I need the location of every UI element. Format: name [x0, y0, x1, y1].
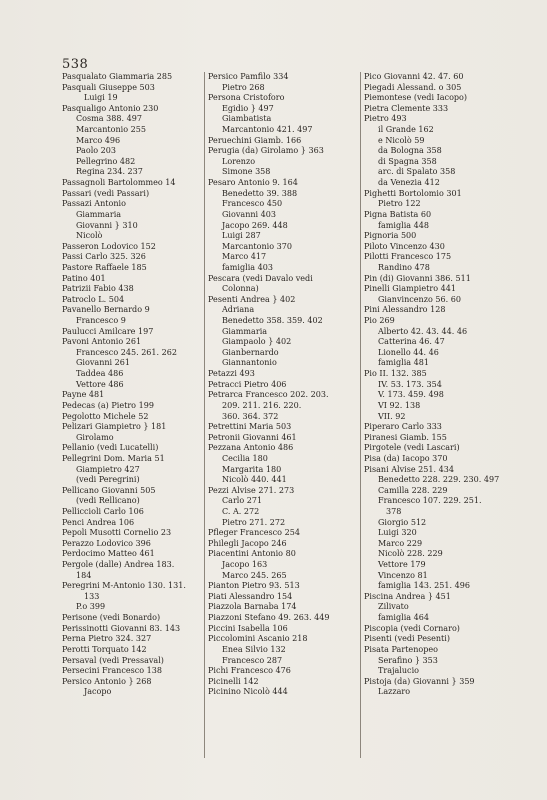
index-entry: Pescara (vedi Davalo vedi — [208, 273, 313, 283]
index-entry: Pigna Batista 60 — [364, 209, 432, 219]
index-entry: da Bologna 358 — [378, 146, 442, 156]
index-entry: Pietro 122 — [378, 199, 421, 209]
index-entry: 360. 364. 372 — [222, 411, 279, 421]
page-number: 538 — [62, 57, 89, 72]
index-entry: Giorgio 512 — [378, 517, 427, 527]
index-entry: Benedetto 39. 388 — [222, 188, 298, 198]
index-entry: Piemontese (vedi Iacopo) — [364, 93, 468, 103]
index-entry: Petronii Giovanni 461 — [208, 432, 297, 442]
index-entry: Jacopo 163 — [222, 560, 268, 570]
index-entry: Francesco 107. 229. 251. — [378, 496, 482, 506]
index-entry: Perazzo Lodovico 396 — [62, 538, 151, 548]
index-entry: Piazzola Barnaba 174 — [208, 602, 297, 612]
index-entry: Giammaria — [76, 209, 122, 219]
index-entry: Egidio } 497 — [222, 103, 274, 113]
index-entry: Catterina 46. 47 — [378, 337, 445, 347]
index-entry: Pio 269 — [364, 316, 395, 326]
index-entry: Pianton Pietro 93. 513 — [208, 581, 300, 591]
index-entry: Pilotti Francesco 175 — [364, 252, 452, 262]
index-entry: Persona Cristoforo — [208, 93, 285, 103]
index-entry: Adriana — [222, 305, 255, 315]
index-entry: Pistoja (da) Giovanni } 359 — [364, 676, 475, 686]
index-entry: Vincenzo 81 — [378, 570, 428, 580]
index-entry: Persecini Francesco 138 — [62, 666, 163, 676]
index-entry: Giammaria — [222, 326, 268, 336]
index-entry: Passi Carlo 325. 326 — [62, 252, 146, 262]
index-entry: Philegli Jacopo 246 — [208, 538, 287, 548]
index-entry: Gianbernardo — [222, 347, 279, 357]
index-entry: Paolo 203 — [76, 146, 117, 156]
index-entry: 184 — [76, 570, 92, 580]
index-entry: C. A. 272 — [222, 506, 260, 516]
index-entry: Margarita 180 — [222, 464, 282, 474]
index-entry: Cosma 388. 497 — [76, 114, 142, 124]
index-entry: Payne 481 — [62, 390, 105, 400]
index-entry: Persico Pamfilo 334 — [208, 72, 289, 81]
index-entry: Pasqualigo Antonio 230 — [62, 103, 159, 113]
index-entry: Nicolò 440. 441 — [222, 475, 287, 485]
index-entry: Francesco 245. 261. 262 — [76, 347, 178, 357]
index-entry: Carlo 271 — [222, 496, 263, 506]
column-divider — [204, 72, 205, 758]
index-entry: Lazzaro — [378, 687, 411, 697]
index-entry: Pepoli Musotti Cornelio 23 — [62, 528, 172, 538]
index-entry: Camilla 228. 229 — [378, 485, 448, 495]
index-entry: Giannantonio — [222, 358, 277, 368]
index-entry: Passagnoli Bartolommeo 14 — [62, 178, 176, 188]
index-entry: Piacentini Antonio 80 — [208, 549, 296, 559]
index-entry: Petazzi 493 — [208, 369, 255, 379]
index-entry: P.o 399 — [76, 602, 106, 612]
index-entry: Pirgotele (vedi Lascari) — [364, 443, 460, 453]
index-entry: Pietro 271. 272 — [222, 517, 286, 527]
index-entry: Pellicano Giovanni 505 — [62, 485, 156, 495]
index-entry: Pini Alessandro 128 — [364, 305, 446, 315]
index-entry: Cecilia 180 — [222, 453, 268, 463]
index-entry: Nicolò 228. 229 — [378, 549, 443, 559]
index-entry: Gianvincenzo 56. 60 — [378, 294, 461, 304]
index-entry: Trajalucio — [378, 666, 419, 676]
index-entry: VI 92. 138 — [378, 400, 421, 410]
index-entry: Persico Antonio } 268 — [62, 676, 152, 686]
index-entry: Girolamo — [76, 432, 114, 442]
index-entry: Pasquali Giuseppe 503 — [62, 82, 155, 92]
index-entry: Giampietro 427 — [76, 464, 140, 474]
index-entry: Piccolomini Ascanio 218 — [208, 634, 308, 644]
index-entry: Pin (di) Giovanni 386. 511 — [364, 273, 471, 283]
index-entry: Pegolotto Michele 52 — [62, 411, 149, 421]
index-entry: IV. 53. 173. 354 — [378, 379, 442, 389]
index-entry: Piscopia (vedi Cornaro) — [364, 623, 460, 633]
index-entry: Lionello 44. 46 — [378, 347, 439, 357]
index-entry: Patino 401 — [62, 273, 106, 283]
index-entry: Pellegrino 482 — [76, 156, 136, 166]
index-entry: Luigi 287 — [222, 231, 261, 241]
index-entry: Piazzoni Stefano 49. 263. 449 — [208, 613, 330, 623]
index-entry: Pezzana Antonio 486 — [208, 443, 294, 453]
index-entry: Benedetto 228. 229. 230. 497 — [378, 475, 500, 485]
index-entry: Pedecas (a) Pietro 199 — [62, 400, 154, 410]
index-entry: Marcantonio 255 — [76, 125, 146, 135]
index-entry: 378 — [386, 506, 402, 516]
index-column-2 — [208, 72, 358, 698]
index-entry: Perisone (vedi Bonardo) — [62, 613, 161, 623]
index-entry: Pellegrini Dom. Maria 51 — [62, 453, 165, 463]
index-entry: Marco 245. 265 — [222, 570, 287, 580]
index-entry: Pico Giovanni 42. 47. 60 — [364, 72, 464, 81]
index-entry: da Venezia 412 — [378, 178, 440, 188]
index-entry: 209. 211. 216. 220. — [222, 400, 302, 410]
index-entry: Pfleger Francesco 254 — [208, 528, 300, 538]
index-entry: Colonna) — [222, 284, 259, 294]
index-entry: Giovanni 261 — [76, 358, 131, 368]
index-entry: Randino 478 — [378, 262, 430, 272]
index-entry: Marco 417 — [222, 252, 267, 262]
index-entry: Vettore 486 — [76, 379, 124, 389]
index-entry: Pinelli Giampietro 441 — [364, 284, 456, 294]
index-entry: Patrizii Fabio 438 — [62, 284, 134, 294]
index-entry: Pellanio (vedi Lucatelli) — [62, 443, 159, 453]
index-entry: Lorenzo — [222, 156, 256, 166]
index-entry: Pighetti Bortolomio 301 — [364, 188, 462, 198]
index-entry: Paulucci Amilcare 197 — [62, 326, 154, 336]
index-entry: famiglia 448 — [378, 220, 429, 230]
index-entry: Pesenti Andrea } 402 — [208, 294, 296, 304]
index-entry: Petrarca Francesco 202. 203. — [208, 390, 329, 400]
index-entry: Vettore 179 — [378, 560, 426, 570]
index-entry: Perdocimo Matteo 461 — [62, 549, 155, 559]
index-entry: Pisani Alvise 251. 434 — [364, 464, 455, 474]
index-entry: Alberto 42. 43. 44. 46 — [378, 326, 468, 336]
index-entry: Pisenti (vedi Pesenti) — [364, 634, 450, 644]
index-entry: Giovanni } 310 — [76, 220, 138, 230]
index-entry: Perotti Torquato 142 — [62, 644, 147, 654]
index-entry: (vedi Peregrini) — [76, 475, 140, 485]
index-column-3 — [364, 72, 514, 698]
index-entry: V. 173. 459. 498 — [378, 390, 444, 400]
index-entry: Francesco 450 — [222, 199, 283, 209]
index-entry: Perissinotti Giovanni 83. 143 — [62, 623, 181, 633]
index-entry: Pelliccioli Carlo 106 — [62, 506, 144, 516]
index-entry: Petrettini Maria 503 — [208, 422, 292, 432]
index-entry: Benedetto 358. 359. 402 — [222, 316, 323, 326]
index-entry: arc. di Spalato 358 — [378, 167, 456, 177]
index-entry: Luigi 19 — [84, 93, 118, 103]
index-entry: Picinelli 142 — [208, 676, 259, 686]
index-entry: Nicolò — [76, 231, 103, 241]
index-entry: Piccini Isabella 106 — [208, 623, 288, 633]
index-entry: Peregrini M-Antonio 130. 131. — [62, 581, 186, 591]
index-entry: Marco 496 — [76, 135, 121, 145]
index-entry: Piloto Vincenzo 430 — [364, 241, 445, 251]
index-entry: Enea Silvio 132 — [222, 644, 286, 654]
index-entry: Pergole (dalle) Andrea 183. — [62, 560, 175, 570]
index-entry: Francesco 9 — [76, 316, 126, 326]
index-entry: Perna Pietro 324. 327 — [62, 634, 152, 644]
index-entry: Regina 234. 237 — [76, 167, 143, 177]
index-column-1 — [62, 72, 200, 698]
index-entry: Marcantonio 421. 497 — [222, 125, 313, 135]
index-entry: Zilivato — [378, 602, 409, 612]
index-entry: Pietra Clemente 333 — [364, 103, 449, 113]
index-entry: famiglia 464 — [378, 613, 429, 623]
index-entry: Pasqualato Giammaria 285 — [62, 72, 173, 81]
index-entry: VII. 92 — [378, 411, 406, 421]
index-entry: Marco 229 — [378, 538, 423, 548]
index-entry: Pisa (da) Iacopo 370 — [364, 453, 448, 463]
index-entry: Serafino } 353 — [378, 655, 438, 665]
index-entry: Picinino Nicolò 444 — [208, 687, 288, 697]
index-entry: Persaval (vedi Pressaval) — [62, 655, 164, 665]
index-entry: Pezzi Alvise 271. 273 — [208, 485, 295, 495]
index-entry: Perugia (da) Girolamo } 363 — [208, 146, 324, 156]
index-entry: Jacopo — [84, 687, 112, 697]
column-divider — [360, 72, 361, 758]
index-entry: Patroclo L. 504 — [62, 294, 125, 304]
index-entry: Francesco 287 — [222, 655, 283, 665]
index-entry: Pio II. 132. 385 — [364, 369, 427, 379]
index-entry: Giambatista — [222, 114, 272, 124]
index-entry: Piegadi Alessand. o 305 — [364, 82, 462, 92]
index-entry: e Nicolò 59 — [378, 135, 425, 145]
index-entry: Pesaro Antonio 9. 164 — [208, 178, 298, 188]
index-entry: Petracci Pietro 406 — [208, 379, 287, 389]
index-entry: Pietro 493 — [364, 114, 407, 124]
index-entry: Passazi Antonio — [62, 199, 126, 209]
index-entry: Jacopo 269. 448 — [222, 220, 288, 230]
index-entry: Piperaro Carlo 333 — [364, 422, 442, 432]
index-entry: Pignoria 500 — [364, 231, 417, 241]
index-entry: (vedi Rellicano) — [76, 496, 140, 506]
index-entry: 133 — [84, 591, 100, 601]
index-entry: il Grande 162 — [378, 125, 434, 135]
index-entry: Simone 358 — [222, 167, 271, 177]
index-entry: Pastore Raffaele 185 — [62, 262, 147, 272]
index-entry: Luigi 320 — [378, 528, 417, 538]
index-entry: Piranesi Giamb. 155 — [364, 432, 447, 442]
index-entry: Taddea 486 — [76, 369, 124, 379]
index-entry: Pichi Francesco 476 — [208, 666, 291, 676]
index-entry: Pietro 268 — [222, 82, 265, 92]
index-entry: Giovanni 403 — [222, 209, 277, 219]
index-entry: Pisata Partenopeo — [364, 644, 438, 654]
index-entry: Piati Alessandro 154 — [208, 591, 293, 601]
index-entry: Pelizari Giampietro } 181 — [62, 422, 167, 432]
index-entry: Penci Andrea 106 — [62, 517, 135, 527]
index-entry: Marcantonio 370 — [222, 241, 292, 251]
index-entry: di Spagna 358 — [378, 156, 437, 166]
index-entry: Passari (vedi Passari) — [62, 188, 150, 198]
index-entry: Passeron Lodovico 152 — [62, 241, 156, 251]
index-entry: famiglia 403 — [222, 262, 273, 272]
index-entry: Pavanello Bernardo 9 — [62, 305, 150, 315]
index-entry: famiglia 481 — [378, 358, 429, 368]
index-entry: Peruechini Giamb. 166 — [208, 135, 302, 145]
index-entry: famiglia 143. 251. 496 — [378, 581, 470, 591]
index-entry: Piscina Andrea } 451 — [364, 591, 451, 601]
index-entry: Giampaolo } 402 — [222, 337, 292, 347]
index-entry: Pavoni Antonio 261 — [62, 337, 142, 347]
